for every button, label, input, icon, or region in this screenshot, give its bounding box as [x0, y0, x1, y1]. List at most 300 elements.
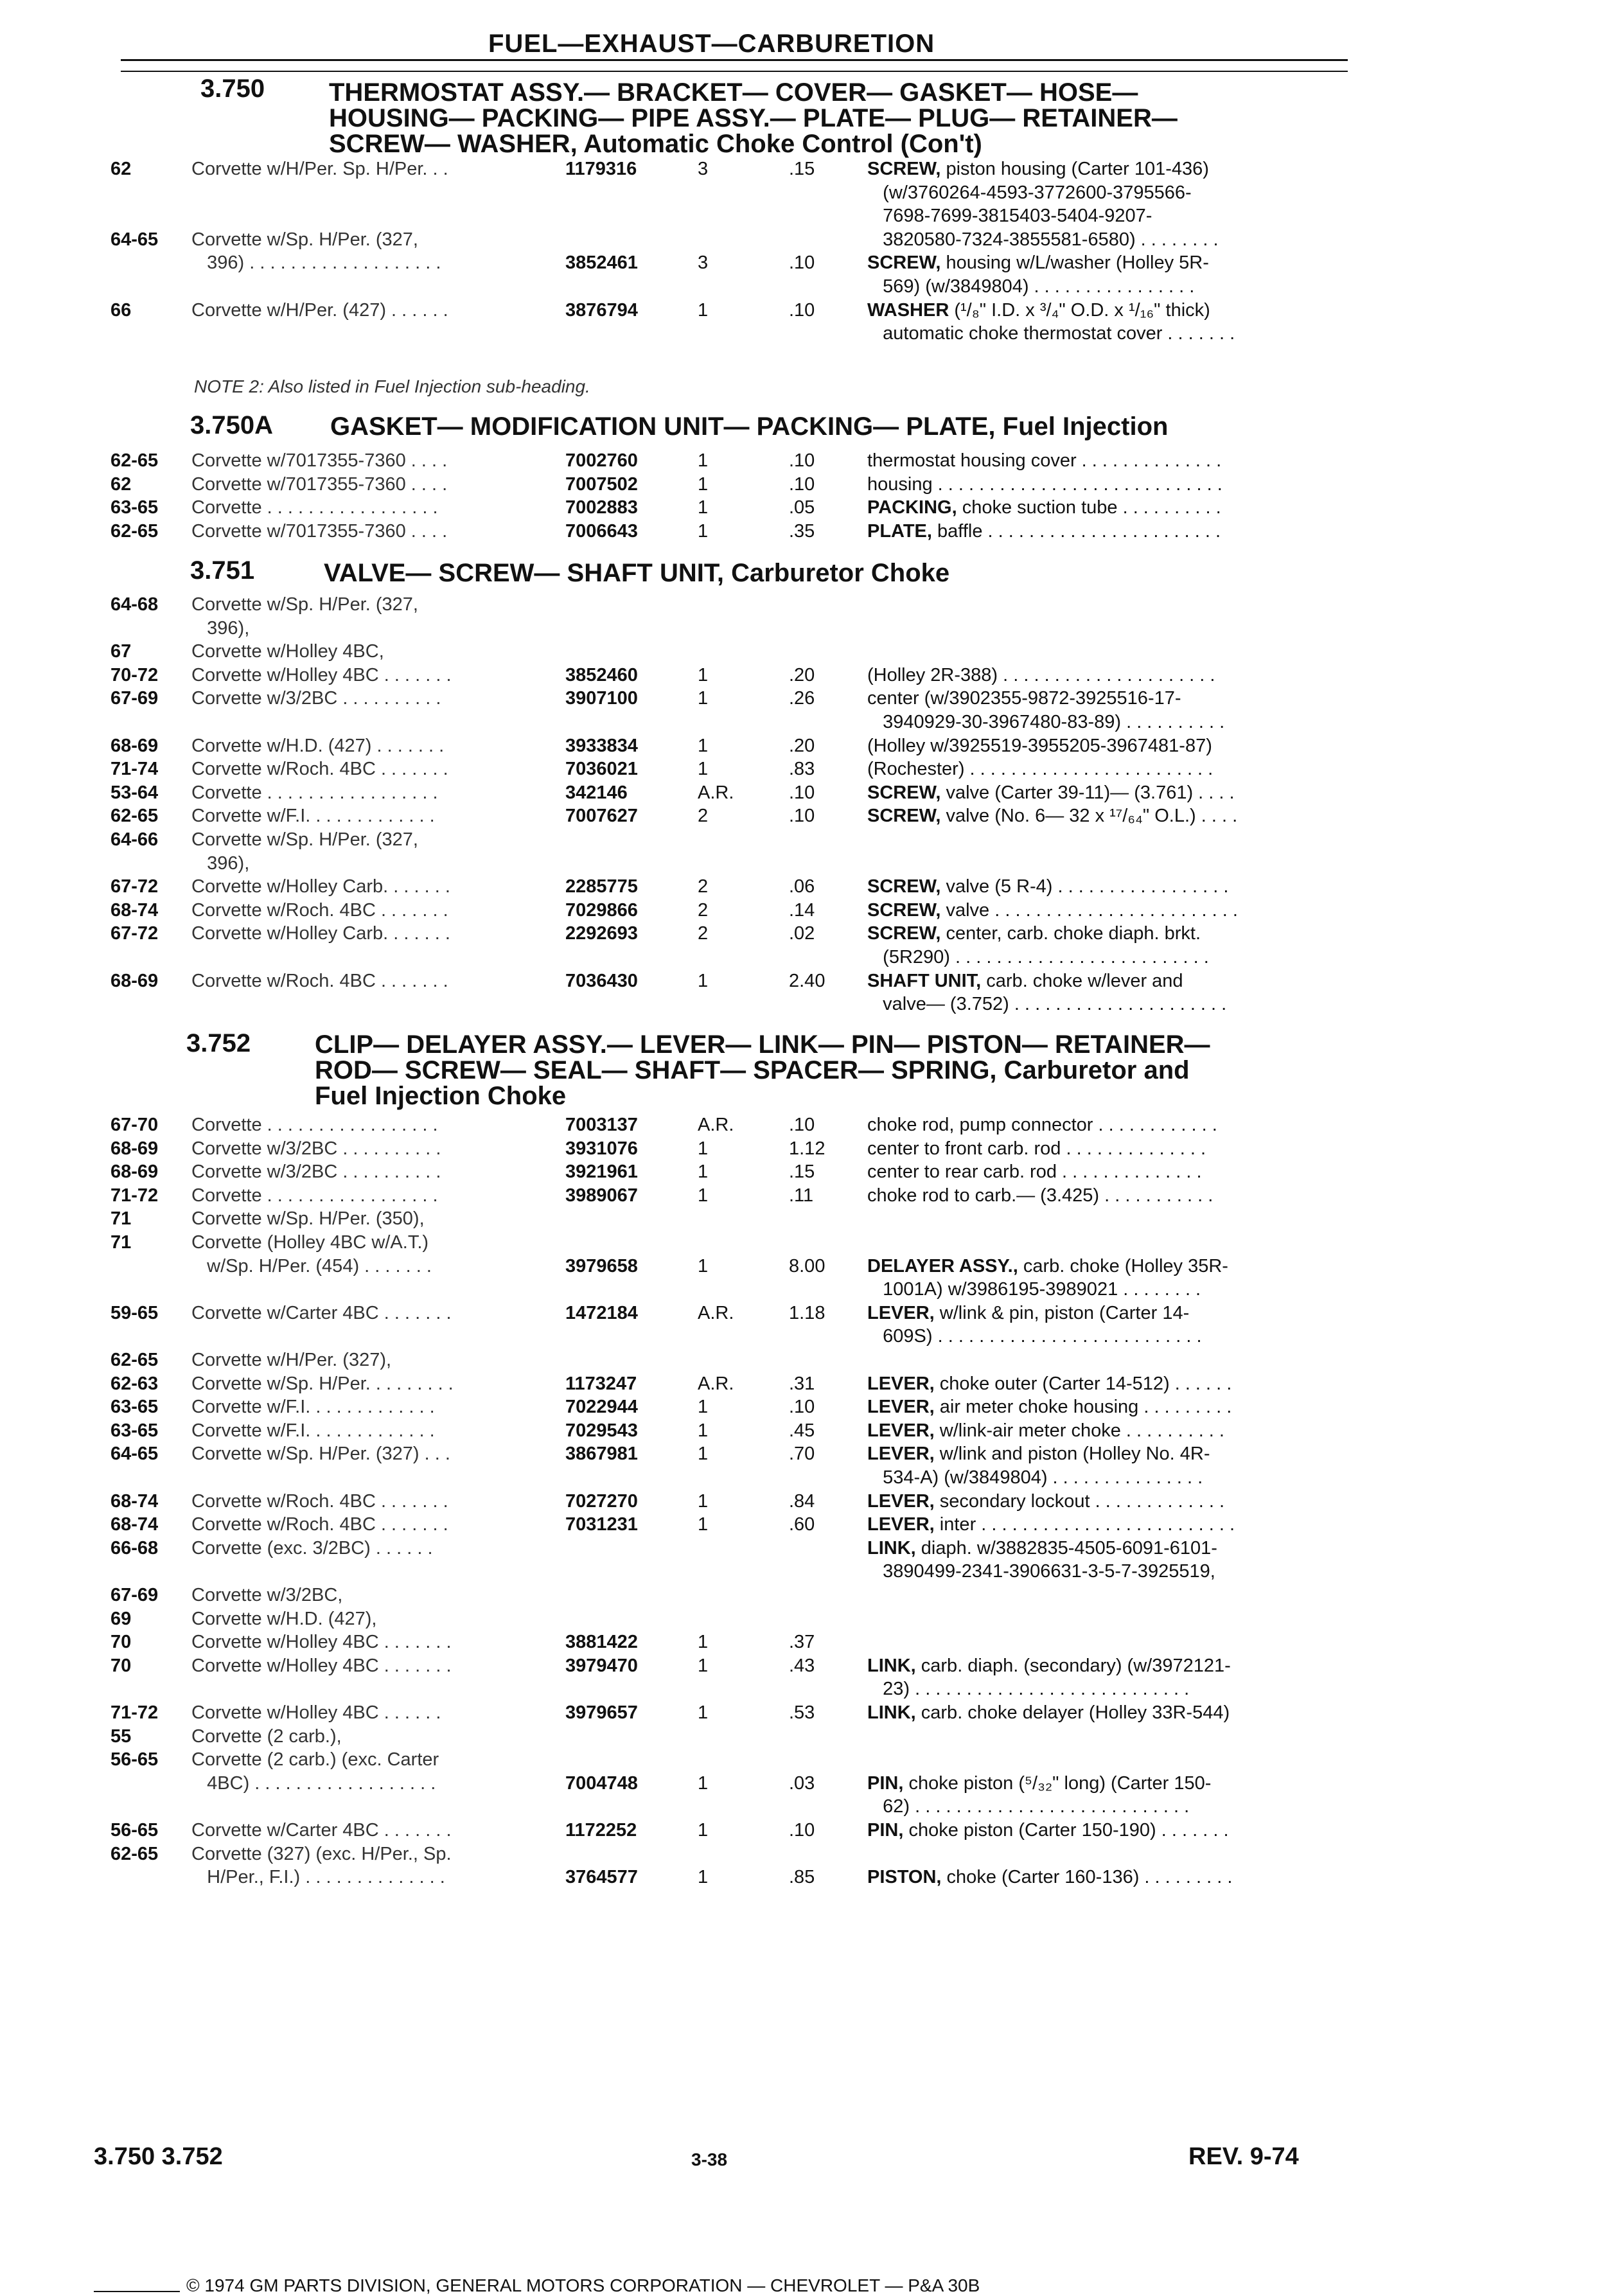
row-part-number: 3907100	[565, 688, 638, 709]
section-title-line: VALVE— SCREW— SHAFT UNIT, Carburetor Choke	[324, 559, 950, 587]
row-description	[867, 1772, 1211, 1794]
table-row	[0, 473, 1624, 499]
row-description	[867, 876, 1228, 897]
table-row	[0, 1232, 1624, 1257]
row-price: .15	[789, 1161, 815, 1183]
section-number: 3.750A	[190, 411, 273, 439]
table-row	[0, 450, 1624, 475]
row-description	[867, 322, 1235, 344]
row-description-text: center to front carb. rod . . . . . . . . . . . . . .	[867, 1138, 1206, 1159]
section-title-line: Fuel Injection Choke	[315, 1082, 567, 1110]
row-description-keyword: LEVER,	[867, 1444, 935, 1465]
row-description-text: housing w/L/washer (Holley 5R-	[940, 252, 1209, 274]
row-part-number: 1179316	[565, 159, 637, 179]
row-price: .37	[789, 1632, 815, 1653]
row-application: Corvette w/Carter 4BC . . . . . . .	[191, 1820, 452, 1841]
table-row	[0, 497, 1624, 522]
row-application: Corvette w/F.I. . . . . . . . . . . . .	[191, 1397, 435, 1418]
table-row	[0, 1396, 1624, 1422]
row-description-keyword: LEVER,	[867, 1490, 935, 1512]
row-description-text: secondary lockout . . . . . . . . . . . . .	[934, 1490, 1225, 1512]
row-quantity: 2	[698, 876, 709, 897]
row-application: Corvette w/7017355-7360 . . . .	[191, 450, 448, 471]
row-years: 62	[110, 159, 132, 179]
row-description	[867, 229, 1219, 251]
row-years: 62-65	[110, 1843, 159, 1864]
section-number: 3.752	[186, 1029, 251, 1057]
row-years: 64-65	[110, 1444, 159, 1465]
row-quantity: 1	[698, 1185, 709, 1206]
row-description-text: (¹/₈" I.D. x ³/₄" O.D. x ¹/₁₆" thick)	[949, 299, 1210, 321]
row-description-text: valve (Carter 39-11)— (3.761) . . . .	[940, 782, 1235, 803]
section-note: NOTE 2: Also listed in Fuel Injection sub-heading.	[194, 376, 590, 396]
table-row	[0, 735, 1624, 761]
row-price: .45	[789, 1420, 815, 1441]
row-description-text: valve (No. 6— 32 x ¹⁷/₆₄" O.L.) . . . .	[940, 806, 1238, 827]
row-price: .35	[789, 520, 815, 542]
row-application: Corvette (2 carb.),	[191, 1726, 342, 1747]
row-description-text: valve— (3.752) . . . . . . . . . . . . . . . . . . . . .	[867, 994, 1227, 1015]
row-description	[867, 758, 1213, 780]
row-price: .05	[789, 497, 815, 518]
row-description-keyword: SCREW,	[867, 806, 941, 827]
footer-copyright: © 1974 GM PARTS DIVISION, GENERAL MOTORS CORPORATION — CHEVROLET — P&A 30B	[186, 2275, 980, 2295]
row-part-number: 1172252	[565, 1820, 637, 1841]
row-price: .31	[789, 1373, 815, 1394]
row-part-number: 7029866	[565, 899, 638, 921]
row-years: 71	[110, 1208, 132, 1230]
row-description	[867, 970, 1183, 992]
row-part-number: 7036430	[565, 970, 638, 991]
row-part-number: 2292693	[565, 923, 638, 944]
row-price: .10	[789, 252, 815, 274]
row-quantity: 1	[698, 1867, 709, 1888]
row-application: Corvette w/Sp. H/Per. (327) . . .	[191, 1444, 450, 1465]
row-part-number: 2285775	[565, 876, 638, 897]
row-quantity: 1	[698, 1255, 709, 1276]
row-description-text: piston housing (Carter 101-436)	[940, 159, 1209, 179]
row-price: .03	[789, 1772, 815, 1794]
row-years: 66	[110, 299, 132, 321]
row-price: .15	[789, 159, 815, 179]
section-number: 3.751	[190, 556, 255, 585]
row-description	[867, 923, 1201, 944]
row-years: 67-70	[110, 1115, 159, 1135]
row-description-text: diaph. w/3882835-4505-6091-6101-	[915, 1537, 1217, 1559]
row-application: Corvette (2 carb.) (exc. Carter	[191, 1749, 439, 1771]
row-quantity: 1	[698, 1820, 709, 1841]
row-price: .14	[789, 899, 815, 921]
row-application: Corvette w/Holley Carb. . . . . . .	[191, 923, 450, 944]
row-description-keyword: SHAFT UNIT,	[867, 970, 982, 991]
row-part-number: 3867981	[565, 1444, 638, 1465]
row-application: Corvette w/Roch. 4BC . . . . . . .	[191, 1514, 448, 1535]
row-description-keyword: PLATE,	[867, 520, 932, 542]
row-application: Corvette . . . . . . . . . . . . . . . . .	[191, 1185, 438, 1206]
row-quantity: 1	[698, 1514, 709, 1535]
table-row	[0, 1325, 1624, 1351]
row-description-keyword: LEVER,	[867, 1420, 935, 1441]
row-description	[867, 205, 1152, 227]
section-title-line: CLIP— DELAYER ASSY.— LEVER— LINK— PIN— PISTON— RETAINER—	[315, 1030, 1210, 1059]
table-row	[0, 1819, 1624, 1845]
row-description	[867, 1537, 1217, 1559]
row-quantity: 3	[698, 252, 709, 274]
row-description-text: choke (Carter 160-136) . . . . . . . . .	[941, 1867, 1233, 1888]
row-price: .10	[789, 1820, 815, 1841]
row-part-number: 3979657	[565, 1702, 638, 1723]
row-description-text: (Holley w/3925519-3955205-3967481-87)	[867, 735, 1212, 756]
row-application: H/Per., F.I.) . . . . . . . . . . . . . .	[191, 1867, 445, 1888]
row-price: .20	[789, 735, 815, 756]
row-price: .10	[789, 1115, 815, 1135]
row-application: Corvette w/Sp. H/Per. (327,	[191, 829, 418, 850]
row-application: 4BC) . . . . . . . . . . . . . . . . . .	[191, 1772, 436, 1794]
row-application: Corvette w/Roch. 4BC . . . . . . .	[191, 1490, 448, 1512]
row-description-text: carb. choke w/lever and	[981, 970, 1183, 991]
row-years: 71	[110, 1232, 132, 1253]
table-row	[0, 1114, 1624, 1140]
row-quantity: 1	[698, 1444, 709, 1465]
row-description-keyword: PIN,	[867, 1772, 904, 1794]
table-row	[0, 1772, 1624, 1798]
row-quantity: 1	[698, 759, 709, 780]
row-quantity: A.R.	[698, 782, 734, 803]
row-quantity: 1	[698, 1702, 709, 1723]
row-part-number: 1472184	[565, 1302, 638, 1323]
row-part-number: 342146	[565, 782, 628, 803]
table-row	[0, 322, 1624, 348]
row-quantity: 1	[698, 1397, 709, 1418]
row-description	[867, 1278, 1201, 1300]
row-price: .11	[789, 1185, 814, 1206]
row-years: 68-74	[110, 1490, 159, 1512]
section-title	[315, 1032, 1210, 1109]
row-description-text: 569) (w/3849804) . . . . . . . . . . . . . . . .	[867, 276, 1195, 297]
row-description	[867, 1819, 1229, 1841]
row-description-text: carb. diaph. (secondary) (w/3972121-	[915, 1655, 1231, 1676]
row-application: Corvette w/3/2BC,	[191, 1585, 343, 1605]
row-description-text: thermostat housing cover . . . . . . . . . . . . . .	[867, 450, 1222, 471]
row-years: 67-69	[110, 1585, 159, 1605]
row-part-number: 7002760	[565, 450, 638, 471]
row-application: Corvette w/Holley Carb. . . . . . .	[191, 876, 450, 897]
row-price: .10	[789, 450, 815, 471]
row-description	[867, 782, 1235, 804]
table-row	[0, 299, 1624, 325]
row-quantity: 1	[698, 1420, 709, 1441]
row-part-number: 3979658	[565, 1255, 638, 1276]
row-description	[867, 664, 1215, 686]
table-row	[0, 1796, 1624, 1821]
row-quantity: 1	[698, 1772, 709, 1794]
row-description	[867, 473, 1222, 495]
row-application: Corvette w/3/2BC . . . . . . . . . .	[191, 688, 441, 709]
row-years: 70	[110, 1632, 132, 1653]
row-description-keyword: LINK,	[867, 1537, 916, 1559]
row-application: Corvette w/3/2BC . . . . . . . . . .	[191, 1138, 441, 1159]
row-price: .10	[789, 782, 815, 803]
row-quantity: 1	[698, 735, 709, 756]
table-row	[0, 1537, 1624, 1563]
row-application: Corvette w/Roch. 4BC . . . . . . .	[191, 970, 448, 991]
row-part-number: 7022944	[565, 1397, 638, 1418]
page-header: FUEL—EXHAUST—CARBURETION	[488, 30, 935, 58]
section-title	[329, 80, 1178, 157]
row-quantity: 1	[698, 688, 709, 709]
table-row	[0, 852, 1624, 878]
row-quantity: 1	[698, 970, 709, 991]
row-application: Corvette w/H.D. (427),	[191, 1608, 377, 1629]
row-years: 67-69	[110, 688, 159, 709]
row-application: Corvette w/H/Per. Sp. H/Per. . .	[191, 159, 448, 179]
row-price: .10	[789, 473, 815, 495]
row-years: 71-72	[110, 1185, 159, 1206]
row-description	[867, 687, 1181, 709]
table-row	[0, 1608, 1624, 1634]
section-title-line: THERMOSTAT ASSY.— BRACKET— COVER— GASKET— HOSE—	[329, 78, 1138, 107]
table-row	[0, 1443, 1624, 1469]
row-description-keyword: DELAYER ASSY.,	[867, 1255, 1018, 1276]
row-part-number: 7036021	[565, 759, 638, 780]
row-description	[867, 1185, 1213, 1206]
row-application: Corvette (Holley 4BC w/A.T.)	[191, 1232, 429, 1253]
row-application: Corvette w/H/Per. (327),	[191, 1350, 392, 1370]
row-years: 68-69	[110, 1161, 159, 1183]
row-part-number: 7006643	[565, 520, 638, 542]
row-years: 62-65	[110, 450, 159, 471]
row-description	[867, 805, 1237, 827]
row-quantity: 1	[698, 497, 709, 518]
row-description	[867, 1325, 1202, 1347]
section-title	[330, 414, 1168, 439]
table-row	[0, 758, 1624, 784]
row-application: Corvette w/Carter 4BC . . . . . . .	[191, 1302, 452, 1323]
row-part-number: 7003137	[565, 1115, 638, 1135]
table-row	[0, 1678, 1624, 1704]
row-description-text: w/link & pin, piston (Carter 14-	[934, 1302, 1190, 1323]
section-title-line: ROD— SCREW— SEAL— SHAFT— SPACER— SPRING, Carburetor and	[315, 1056, 1190, 1084]
row-years: 70-72	[110, 664, 159, 685]
row-years: 64-65	[110, 229, 159, 250]
row-years: 56-65	[110, 1749, 159, 1771]
table-row	[0, 923, 1624, 948]
row-price: .43	[789, 1655, 815, 1676]
table-row	[0, 1302, 1624, 1328]
row-price: 2.40	[789, 970, 825, 991]
table-row	[0, 182, 1624, 208]
row-description-keyword: LEVER,	[867, 1373, 935, 1394]
footer-page-number: 3-38	[691, 2150, 728, 2169]
row-application: Corvette w/H/Per. (427) . . . . . .	[191, 299, 448, 321]
row-application: Corvette . . . . . . . . . . . . . . . . .	[191, 782, 438, 803]
row-description	[867, 1138, 1206, 1160]
row-description-text: carb. choke delayer (Holley 33R-544)	[915, 1702, 1230, 1723]
table-row	[0, 1138, 1624, 1163]
table-row	[0, 1420, 1624, 1445]
row-application: Corvette w/7017355-7360 . . . .	[191, 473, 448, 495]
row-price: .53	[789, 1702, 815, 1723]
row-description	[867, 1560, 1215, 1582]
row-description-text: (5R290) . . . . . . . . . . . . . . . . . . . . . . . . .	[867, 947, 1209, 967]
row-application: Corvette w/Sp. H/Per. (350),	[191, 1208, 425, 1230]
row-description-text: air meter choke housing . . . . . . . . .	[934, 1397, 1232, 1418]
row-quantity: 1	[698, 473, 709, 495]
row-description	[867, 276, 1194, 297]
row-description-text: inter . . . . . . . . . . . . . . . . . . . . . . . . .	[934, 1514, 1235, 1535]
row-quantity: 1	[698, 664, 709, 685]
row-price: .10	[789, 806, 815, 827]
footer-section-range: 3.750 3.752	[94, 2143, 223, 2170]
row-description	[867, 1655, 1231, 1677]
row-description-keyword: LINK,	[867, 1702, 916, 1723]
table-row	[0, 1373, 1624, 1399]
row-application: 396),	[191, 852, 250, 874]
row-application: w/Sp. H/Per. (454) . . . . . . .	[191, 1255, 432, 1276]
row-price: .70	[789, 1444, 815, 1465]
row-description-text: choke rod to carb.— (3.425) . . . . . . . . . . .	[867, 1185, 1214, 1206]
row-description-keyword: PACKING,	[867, 497, 957, 518]
row-description	[867, 1490, 1224, 1512]
row-years: 67-72	[110, 923, 159, 944]
table-row	[0, 1255, 1624, 1281]
table-row	[0, 229, 1624, 254]
row-description-text: valve (5 R-4) . . . . . . . . . . . . . . . . .	[940, 876, 1229, 897]
row-description-text: housing . . . . . . . . . . . . . . . . . . . . . . . . . . . .	[867, 473, 1222, 495]
table-row	[0, 876, 1624, 901]
row-part-number: 3921961	[565, 1161, 638, 1183]
row-description	[867, 1443, 1210, 1465]
row-years: 68-69	[110, 1138, 159, 1159]
row-years: 67	[110, 641, 132, 662]
row-quantity: 1	[698, 520, 709, 542]
row-description-text: w/link-air meter choke . . . . . . . . . .	[934, 1420, 1224, 1441]
section-title-line: GASKET— MODIFICATION UNIT— PACKING— PLATE, Fuel Injection	[330, 412, 1169, 441]
table-row	[0, 1584, 1624, 1610]
row-part-number: 3852461	[565, 252, 638, 274]
row-years: 55	[110, 1726, 132, 1747]
row-part-number: 3989067	[565, 1185, 638, 1206]
table-row	[0, 594, 1624, 619]
row-years: 68-69	[110, 735, 159, 756]
table-row	[0, 805, 1624, 831]
row-description-text: carb. choke (Holley 35R-	[1018, 1255, 1228, 1276]
row-description	[867, 899, 1238, 921]
row-quantity: 1	[698, 1632, 709, 1653]
row-application: Corvette w/Holley 4BC . . . . . . .	[191, 1632, 452, 1653]
row-description-text: 3820580-7324-3855581-6580) . . . . . . . .	[867, 229, 1219, 250]
row-description-keyword: SCREW,	[867, 159, 941, 179]
row-description-keyword: WASHER	[867, 299, 949, 321]
row-description	[867, 993, 1226, 1015]
row-quantity: 1	[698, 1138, 709, 1159]
row-price: 1.18	[789, 1302, 825, 1323]
row-description-text: (w/3760264-4593-3772600-3795566-	[867, 182, 1192, 203]
footer-revision: REV. 9-74	[1188, 2143, 1299, 2170]
row-description	[867, 1255, 1228, 1277]
row-description-keyword: PISTON,	[867, 1867, 942, 1888]
row-price: .84	[789, 1490, 815, 1512]
row-years: 68-74	[110, 899, 159, 921]
row-description-keyword: SCREW,	[867, 782, 941, 803]
table-row	[0, 1467, 1624, 1492]
table-row	[0, 1866, 1624, 1892]
table-row	[0, 640, 1624, 666]
row-quantity: 1	[698, 299, 709, 321]
row-price: .10	[789, 299, 815, 321]
row-description-text: choke rod, pump connector . . . . . . . . . . . .	[867, 1115, 1217, 1135]
section-title-line: SCREW— WASHER, Automatic Choke Control (Con't)	[329, 130, 982, 158]
row-application: 396),	[191, 617, 250, 639]
table-row	[0, 1560, 1624, 1586]
row-description	[867, 182, 1192, 204]
row-description-text: 609S) . . . . . . . . . . . . . . . . . . . . . . . . . .	[867, 1326, 1202, 1347]
row-part-number: 7031231	[565, 1514, 638, 1535]
table-row	[0, 617, 1624, 643]
row-description-keyword: LEVER,	[867, 1302, 935, 1323]
row-application: Corvette w/Sp. H/Per. . . . . . . . .	[191, 1373, 454, 1394]
row-description	[867, 1702, 1230, 1724]
row-application: Corvette w/H.D. (427) . . . . . . .	[191, 735, 445, 756]
row-quantity: 1	[698, 1655, 709, 1676]
row-application: Corvette . . . . . . . . . . . . . . . . .	[191, 497, 438, 518]
row-years: 63-65	[110, 1397, 159, 1418]
row-years: 62	[110, 473, 132, 495]
row-description	[867, 1161, 1202, 1183]
row-description-text: choke piston (Carter 150-190) . . . . . . .	[903, 1820, 1229, 1841]
row-part-number: 7002883	[565, 497, 638, 518]
row-description-text: center (w/3902355-9872-3925516-17-	[867, 688, 1181, 709]
row-description-keyword: LEVER,	[867, 1397, 935, 1418]
row-application: Corvette w/3/2BC . . . . . . . . . .	[191, 1161, 441, 1183]
row-price: .06	[789, 876, 815, 897]
row-years: 63-65	[110, 1420, 159, 1441]
row-quantity: 1	[698, 1490, 709, 1512]
row-quantity: 2	[698, 899, 709, 921]
row-quantity: A.R.	[698, 1302, 734, 1323]
row-part-number: 3876794	[565, 299, 638, 321]
row-description	[867, 450, 1221, 472]
table-row	[0, 520, 1624, 546]
row-price: .10	[789, 1397, 815, 1418]
row-description	[867, 1514, 1235, 1535]
row-part-number: 3979470	[565, 1655, 638, 1676]
table-row	[0, 252, 1624, 278]
row-description	[867, 520, 1221, 542]
row-description	[867, 1866, 1232, 1888]
row-years: 59-65	[110, 1302, 159, 1323]
row-years: 62-65	[110, 1350, 159, 1370]
row-years: 71-74	[110, 759, 159, 780]
row-years: 56-65	[110, 1820, 159, 1841]
row-years: 64-68	[110, 594, 159, 615]
row-quantity: A.R.	[698, 1115, 734, 1135]
row-description	[867, 735, 1212, 757]
row-years: 66-68	[110, 1537, 159, 1559]
row-description	[867, 1796, 1189, 1817]
row-years: 53-64	[110, 782, 159, 803]
table-row	[0, 993, 1624, 1019]
row-description-keyword: PIN,	[867, 1820, 904, 1841]
table-row	[0, 1631, 1624, 1657]
row-years: 63-65	[110, 497, 159, 518]
row-part-number: 3764577	[565, 1867, 638, 1888]
row-description	[867, 299, 1210, 321]
row-part-number: 1173247	[565, 1373, 637, 1394]
row-description-text: 23) . . . . . . . . . . . . . . . . . . . . . . . . . . .	[867, 1679, 1190, 1700]
row-description-text: 534-A) (w/3849804) . . . . . . . . . . . . . . .	[867, 1467, 1203, 1488]
row-years: 62-63	[110, 1373, 159, 1394]
